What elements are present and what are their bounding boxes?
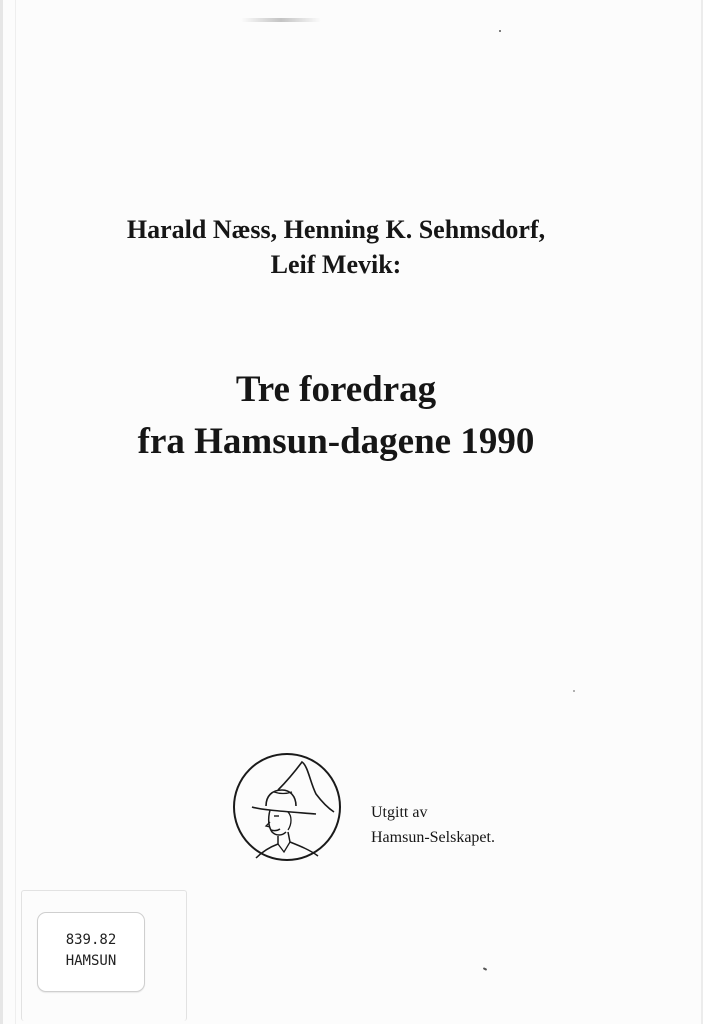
shelf-mark: HAMSUN [65,953,117,969]
title-line-1: Tre foredrag [235,369,437,410]
scan-speck [499,30,501,32]
scan-speck [573,690,575,692]
scan-smudge [241,18,321,22]
spine-crease [15,0,16,1024]
library-call-number-label [37,912,145,992]
book-title [3,364,669,468]
publisher-line-2: Hamsun-Selskapet. [371,829,495,846]
title-line-2: fra Hamsun-dagene 1990 [137,421,535,462]
scan-speck [483,967,487,971]
authors-line-1: Harald Næss, Henning K. Sehmsdorf, [126,215,546,244]
hamsun-portrait-icon [230,752,344,862]
author-block [3,212,669,282]
authors-line-2: Leif Mevik: [270,250,402,279]
classification-number: 839.82 [65,932,117,948]
publisher-line-1: Utgitt av [371,804,428,821]
publisher-block [371,800,495,850]
